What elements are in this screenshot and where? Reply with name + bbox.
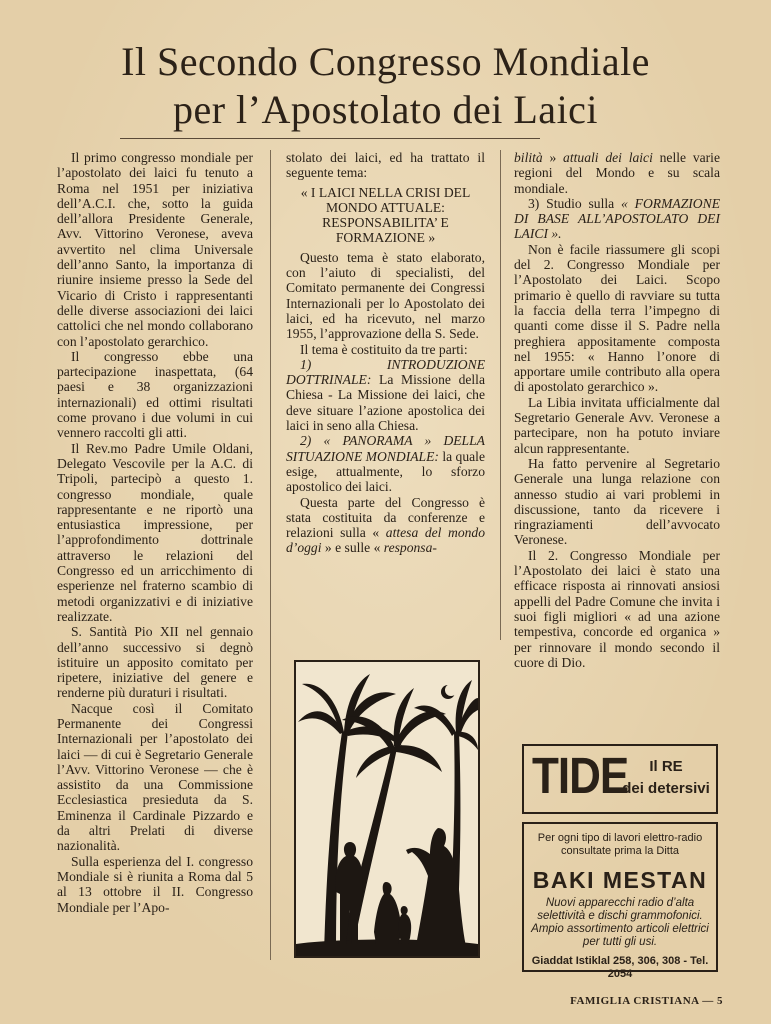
page-footer: FAMIGLIA CRISTIANA — 5 [570, 995, 723, 1007]
paragraph: Questo tema è stato elaborato, con l’aiuto di specialisti, del Comitato permanente dei Congressi Internazionali per lo Apostolato dei laici, ed ha ricevuto, nel marzo 1955, l’approvazione della S. Sede. [286, 249, 485, 342]
paragraph: La Libia invitata ufficialmente dal Segretario Generale Avv. Veronese a partecipare, non ha potuto inviare alcun rappresentante. [514, 394, 720, 456]
title-line-2: per l’Apostolato dei Laici [172, 87, 599, 132]
article-column-1 [57, 150, 253, 915]
tide-slogan-line-1: Il RE [649, 758, 683, 775]
baki-mestan-advertisement [522, 822, 718, 980]
title-line-1: Il Secondo Congresso Mondiale [121, 39, 650, 84]
paragraph: Questa parte del Congresso è stata costituita da conferenze e relazioni sulla « attesa del mondo d’oggi » e sulle « responsa- [286, 494, 486, 556]
congress-theme: « I LAICI NELLA CRISI DEL MONDO ATTUALE: RESPONSABILITA’ E FORMAZIONE » [300, 184, 471, 246]
paragraph: Il Rev.mo Padre Umile Oldani, Delegato Vescovile per la A.C. di Tripoli, partecipò a questo 1. congresso mondiale, quale rappresentante e ne riportò una entusiastica impressione, per l’approfondimento dottrinale attraverso le relazioni del Congresso ed un arricchimento di esperienze nel fraterno scambio di metodi organizzativi e di iniziative realizzate. [57, 440, 253, 624]
paragraph: Non è facile riassumere gli scopi del 2. Congresso Mondiale per l’Apostolato dei Laici. Scopo primario è quello di ravviare su tutta la faccia della terra l’impegno di quanti come disse il S. Padre nella preghiera appositamente composta nel 1955: « Hanno l’onore di apportare umile contributo alla opera di apostolato gerarchico ». [514, 241, 720, 395]
column-divider-1 [270, 150, 271, 960]
tide-advertisement [522, 744, 718, 814]
paragraph: Sulla esperienza del I. congresso Mondiale si è riunita a Roma dal 5 al 13 ottobre il II. Congresso Mondiale per l’Apo- [57, 853, 253, 915]
ad-address: Giaddat Istiklal 258, 306, 308 - Tel. 2054 [531, 955, 709, 980]
list-item [286, 357, 485, 433]
title-underline [120, 138, 540, 139]
ad-company-name: BAKI MESTAN [532, 867, 708, 893]
list-item-text: la quale esige, attualmente, lo sforzo apostolico dei laici. [286, 448, 485, 495]
paragraph: Il tema è costituito da tre parti: [300, 341, 468, 357]
column-divider-2 [500, 150, 501, 640]
list-item: 3) Studio sulla « FORMAZIONE DI BASE ALL’APOSTOLATO DEI LAICI ». [514, 195, 720, 242]
paragraph: stolato dei laici, ed ha trattato il seguente tema: [286, 150, 485, 181]
ad-intro: Per ogni tipo di lavori elettro-radio consultate prima la Ditta [537, 832, 703, 857]
paragraph: bilità » attuali dei laici nelle varie regioni del Mondo e su scala mondiale. [514, 150, 720, 196]
paragraph: Il congresso ebbe una partecipazione inaspettata, (64 paesi e 38 organizzazioni internazionali) ed ottimi risultati come provano i due volumi in cui vennero raccolti gli atti. [57, 348, 253, 441]
palm-trees-saint-children-image [296, 662, 478, 956]
ad-description: Nuovi apparecchi radio d’alta selettività e dischi grammofonici. Ampio assortimento articoli elettrici per tutti gli usi. [531, 897, 709, 948]
article-title [0, 38, 771, 134]
tide-slogan-line-2: dei detersivi [622, 780, 710, 797]
article-column-3 [514, 150, 720, 670]
paragraph: Nacque così il Comitato Permanente dei Congressi Internazionali per l’apostolato dei laici — di cui è Segretario Generale l’Avv. Vittorino Veronese — che è assistito da una Commissione Ecclesiastica presieduta da S. Eminenza il Cardinale Pizzardo e da altri Prelati di diverse nazionalità. [57, 700, 253, 854]
paragraph: Ha fatto pervenire al Segretario Generale una lunga relazione con annesso studio ai vari problemi in discussione, tanto da ricevere i ringraziamenti dell’avvocato Veronese. [514, 455, 720, 548]
paragraph: S. Santità Pio XII nel gennaio dell’anno successivo si degnò istituire un apposito comitato per ripetere, iniziative del genere e renderne più duraturi i risultati. [57, 624, 253, 701]
article-column-2 [286, 150, 485, 556]
tide-logo: TIDE [532, 748, 629, 805]
silhouette-illustration [294, 660, 480, 958]
list-item-label: 2) « PANORAMA » DELLA SITUAZIONE MONDIALE: [286, 433, 485, 464]
paragraph: Il primo congresso mondiale per l’apostolato dei laici fu tenuto a Roma nel 1951 per iniziativa dell’A.C.I. che, sotto la guida dell’allora Presidente Generale, Avv. Vittorino Veronese, aveva avvertito nel clima Universale dell’anno Santo, la importanza di riunire insieme presso la Sede del Vicario di Cristo i rappresentanti delle diverse associazioni dei laici cattolici che nel mondo collaborano con l’apostolato gerarchico. [57, 150, 253, 349]
paragraph: Il 2. Congresso Mondiale per l’Apostolato dei laici è stato una efficace risposta ai rinnovati ansiosi appelli del Padre Comune che invita i suoi figli migliori « ad una azione tempestiva, concorde ed organica » per rinnovare il mondo secondo il cuore di Dio. [514, 547, 720, 670]
list-item-label: 1) INTRODUZIONE DOTTRINALE: [286, 356, 485, 388]
list-item-text: La Missione della Chiesa - La Missione dei laici, che deve situare l’azione apostolica dei laici in seno alla Chiesa. [286, 372, 485, 434]
list-item [286, 433, 485, 494]
